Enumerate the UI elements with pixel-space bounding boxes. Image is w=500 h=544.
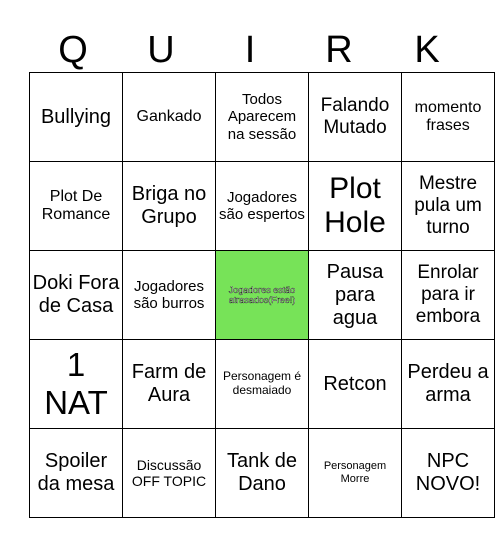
bingo-cell[interactable]: Retcon <box>309 340 402 429</box>
bingo-cell[interactable]: Jogadores são burros <box>123 251 216 340</box>
board-row <box>30 162 495 251</box>
header-letter-k: K <box>414 29 440 71</box>
bingo-header <box>29 28 472 72</box>
bingo-cell[interactable]: Jogadores são espertos <box>216 162 309 251</box>
bingo-cell[interactable]: Enrolar para ir embora <box>402 251 495 340</box>
bingo-cell[interactable]: Plot De Romance <box>30 162 123 251</box>
header-letter-r: R <box>325 29 353 71</box>
bingo-cell[interactable]: NPC NOVO! <box>402 429 495 518</box>
bingo-cell[interactable]: Gankado <box>123 73 216 162</box>
bingo-cell[interactable]: 1 NAT <box>30 340 123 429</box>
header-letter-q: Q <box>58 29 88 71</box>
bingo-cell[interactable]: Doki Fora de Casa <box>30 251 123 340</box>
bingo-board <box>29 72 495 518</box>
free-cell[interactable]: Jogadores estão atrasados(Free!) <box>216 251 309 340</box>
header-letter-i: I <box>244 29 256 71</box>
bingo-cell[interactable]: Spoiler da mesa <box>30 429 123 518</box>
header-letter-u: U <box>147 29 175 71</box>
bingo-cell[interactable]: Briga no Grupo <box>123 162 216 251</box>
board-row <box>30 429 495 518</box>
bingo-cell[interactable]: Todos Aparecem na sessão <box>216 73 309 162</box>
bingo-cell[interactable]: Farm de Aura <box>123 340 216 429</box>
bingo-cell[interactable]: Tank de Dano <box>216 429 309 518</box>
bingo-cell[interactable]: momento frases <box>402 73 495 162</box>
board-row <box>30 340 495 429</box>
bingo-cell[interactable]: Mestre pula um turno <box>402 162 495 251</box>
bingo-cell[interactable]: Bullying <box>30 73 123 162</box>
bingo-cell[interactable]: Perdeu a arma <box>402 340 495 429</box>
board-row <box>30 251 495 340</box>
bingo-cell[interactable]: Pausa para agua <box>309 251 402 340</box>
bingo-cell[interactable]: Personagem Morre <box>309 429 402 518</box>
bingo-cell[interactable]: Falando Mutado <box>309 73 402 162</box>
board-row <box>30 73 495 162</box>
bingo-cell[interactable]: Plot Hole <box>309 162 402 251</box>
bingo-cell[interactable]: Discussão OFF TOPIC <box>123 429 216 518</box>
bingo-cell[interactable]: Personagem é desmaiado <box>216 340 309 429</box>
